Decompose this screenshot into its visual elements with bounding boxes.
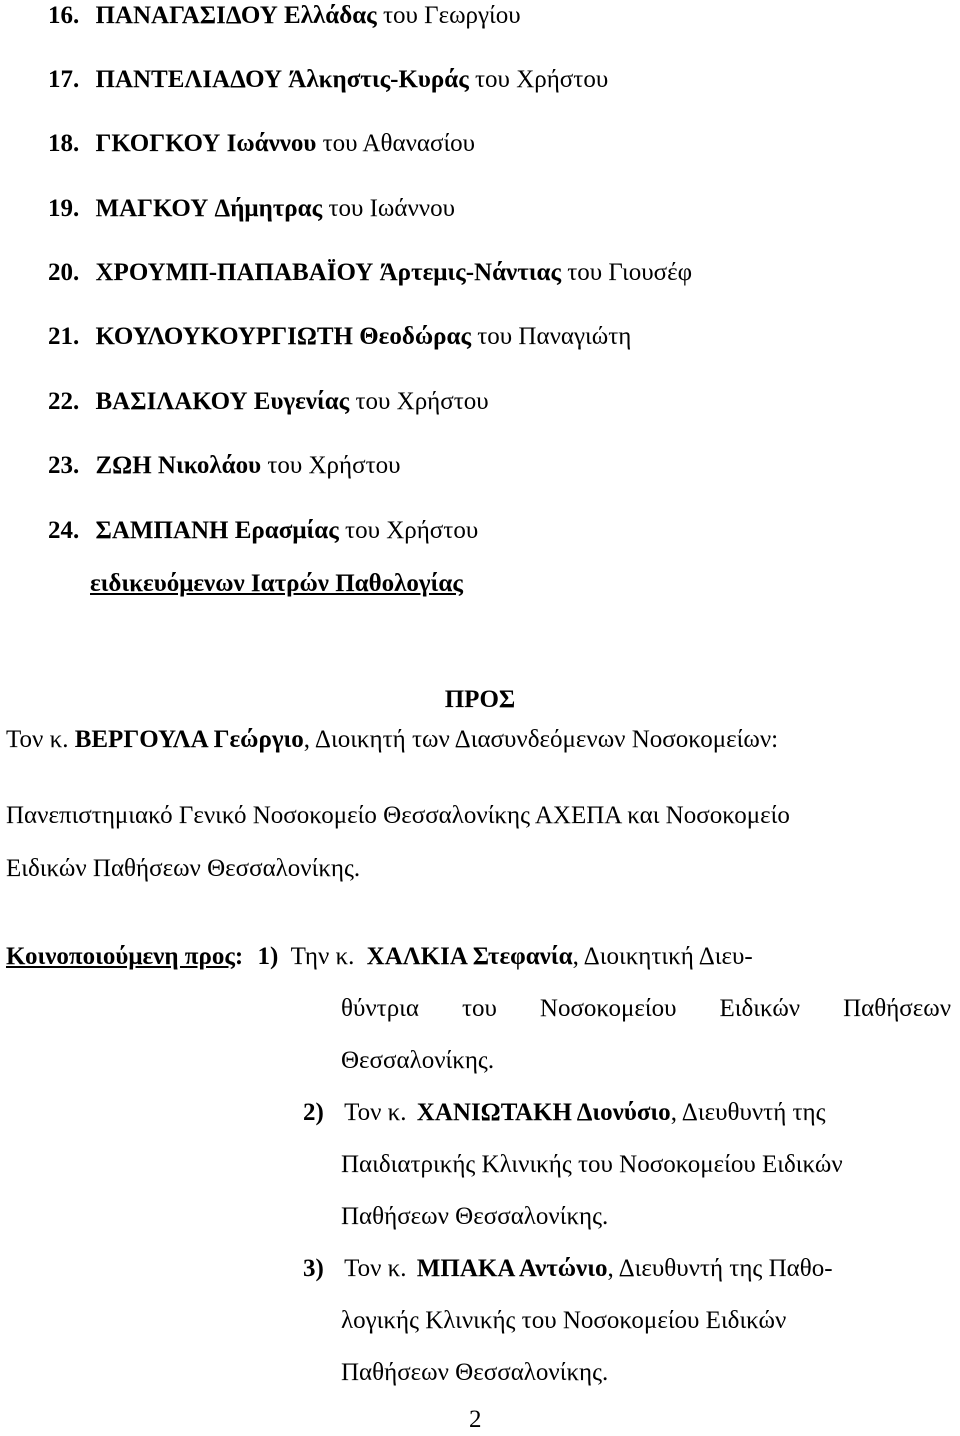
cc-item-continuation-word: Παθήσεων — [843, 995, 951, 1022]
cc-item-3-line-2: λογικής Κλινικής του Νοσοκομείου Ειδικών — [341, 1307, 787, 1334]
cc-item-name: ΜΠΑΚΑ Αντώνιο — [416, 1255, 608, 1282]
list-item — [48, 257, 692, 289]
cc-item-continuation-word: του — [461, 995, 497, 1022]
cc-item-2-line-2: Παιδιατρικής Κλινικής του Νοσοκομείου Ειδικών — [341, 1151, 843, 1178]
recipient-line-2: Πανεπιστημιακό Γενικό Νοσοκομείο Θεσσαλονίκης ΑΧΕΠΑ και Νοσοκομείο — [6, 802, 790, 829]
list-item-given-name: Θεοδώρας — [359, 323, 471, 350]
list-item-surname: ΒΑΣΙΛΑΚΟΥ — [95, 388, 248, 415]
list-item-number: 20. — [48, 259, 80, 286]
list-item-number: 21. — [48, 323, 80, 350]
list-item-given-name: Άλκηστις-Κυράς — [288, 66, 469, 93]
list-item-surname: ΖΩΗ — [95, 452, 152, 479]
list-item — [48, 128, 475, 160]
list-item-given-name: Άρτεμις-Νάντιας — [379, 259, 561, 286]
list-item-father-name: του Χρήστου — [475, 66, 609, 93]
list-item-surname: ΜΑΓΚΟΥ — [95, 195, 209, 222]
list-item — [48, 515, 478, 547]
list-item-given-name: Ευγενίας — [253, 388, 350, 415]
cc-item-number: 2) — [303, 1099, 324, 1126]
list-item-given-name: Νικολάου — [157, 452, 262, 479]
list-item — [48, 386, 489, 418]
list-footer: ειδικευόμενων Ιατρών Παθολογίας — [90, 570, 463, 597]
cc-item-continuation-word: θύντρια — [341, 995, 420, 1022]
list-item-given-name: Ιωάννου — [226, 130, 317, 157]
list-item-father-name: του Γιουσέφ — [567, 259, 693, 286]
cc-item-name: ΧΑΛΚΙΑ Στεφανία — [366, 943, 573, 970]
pros-heading: ΠΡΟΣ — [444, 686, 516, 713]
list-item-number: 18. — [48, 130, 80, 157]
list-item-father-name: του Γεωργίου — [382, 2, 521, 29]
list-item-number: 24. — [48, 517, 80, 544]
cc-item-continuation-word: Ειδικών — [719, 995, 801, 1022]
list-item-number: 19. — [48, 195, 80, 222]
cc-item-prefix: Τον κ. — [344, 1255, 407, 1282]
list-item-number: 16. — [48, 2, 80, 29]
cc-item-continuation-word: Νοσοκομείου — [539, 995, 677, 1022]
cc-item-3-line-1 — [303, 1253, 833, 1285]
cc-item-1-line-3: Θεσσαλονίκης. — [341, 1047, 495, 1074]
cc-item-title: , Διευθυντή της — [670, 1099, 826, 1126]
list-item — [48, 450, 401, 482]
recipient-line-3: Ειδικών Παθήσεων Θεσσαλονίκης. — [6, 855, 361, 882]
list-item-given-name: Δήμητρας — [214, 195, 323, 222]
page-number: 2 — [469, 1406, 482, 1433]
cc-item-title: , Διευθυντή της Παθο- — [607, 1255, 833, 1282]
cc-item-1-line-2 — [341, 993, 951, 1025]
list-item-father-name: του Χρήστου — [355, 388, 489, 415]
cc-label: Κοινοποιούμενη προς — [6, 943, 235, 970]
recipient-prefix: Τον κ. — [6, 726, 69, 753]
list-item-father-name: του Χρήστου — [345, 517, 479, 544]
list-item-surname: ΚΟΥΛΟΥΚΟΥΡΓΙΩΤΗ — [95, 323, 353, 350]
list-item-surname: ΧΡΟΥΜΠ-ΠΑΠΑΒΑΪΟΥ — [95, 259, 374, 286]
recipient-line-1 — [6, 724, 778, 756]
cc-item-number: 1) — [257, 943, 279, 970]
cc-item-name: ΧΑΝΙΩΤΑΚΗ Διονύσιο — [416, 1099, 671, 1126]
list-item-surname: ΠΑΝΤΕΛΙΑΔΟΥ — [95, 66, 283, 93]
list-item-number: 17. — [48, 66, 80, 93]
list-item — [48, 0, 521, 32]
list-item-number: 23. — [48, 452, 80, 479]
list-item-given-name: Ελλάδας — [284, 2, 377, 29]
cc-item-2-line-3: Παθήσεων Θεσσαλονίκης. — [341, 1203, 609, 1230]
list-item — [48, 321, 631, 353]
list-item — [48, 193, 455, 225]
list-item-number: 22. — [48, 388, 80, 415]
cc-colon: : — [234, 943, 244, 970]
list-item-given-name: Ερασμίας — [234, 517, 339, 544]
recipient-title: , Διοικητή των Διασυνδεόμενων Νοσοκομείων: — [303, 726, 779, 753]
list-item-father-name: του Αθανασίου — [322, 130, 476, 157]
list-item-father-name: του Παναγιώτη — [477, 323, 632, 350]
cc-item-number: 3) — [303, 1255, 324, 1282]
cc-item-3-line-3: Παθήσεων Θεσσαλονίκης. — [341, 1359, 609, 1386]
cc-item-2-line-1 — [303, 1097, 826, 1129]
recipient-name: ΒΕΡΓΟΥΛΑ Γεώργιο — [74, 726, 304, 753]
list-item-father-name: του Ιωάννου — [328, 195, 455, 222]
list-item-surname: ΠΑΝΑΓΑΣΙΔΟΥ — [95, 2, 278, 29]
cc-item-prefix: Την κ. — [290, 943, 355, 970]
list-item — [48, 64, 608, 96]
list-item-father-name: του Χρήστου — [267, 452, 401, 479]
cc-item-title: , Διοικητική Διευ- — [572, 943, 753, 970]
cc-item-prefix: Τον κ. — [344, 1099, 407, 1126]
list-item-surname: ΓΚΟΓΚΟΥ — [95, 130, 221, 157]
list-item-surname: ΣΑΜΠΑΝΗ — [95, 517, 229, 544]
cc-item-1-line-1 — [6, 941, 753, 973]
